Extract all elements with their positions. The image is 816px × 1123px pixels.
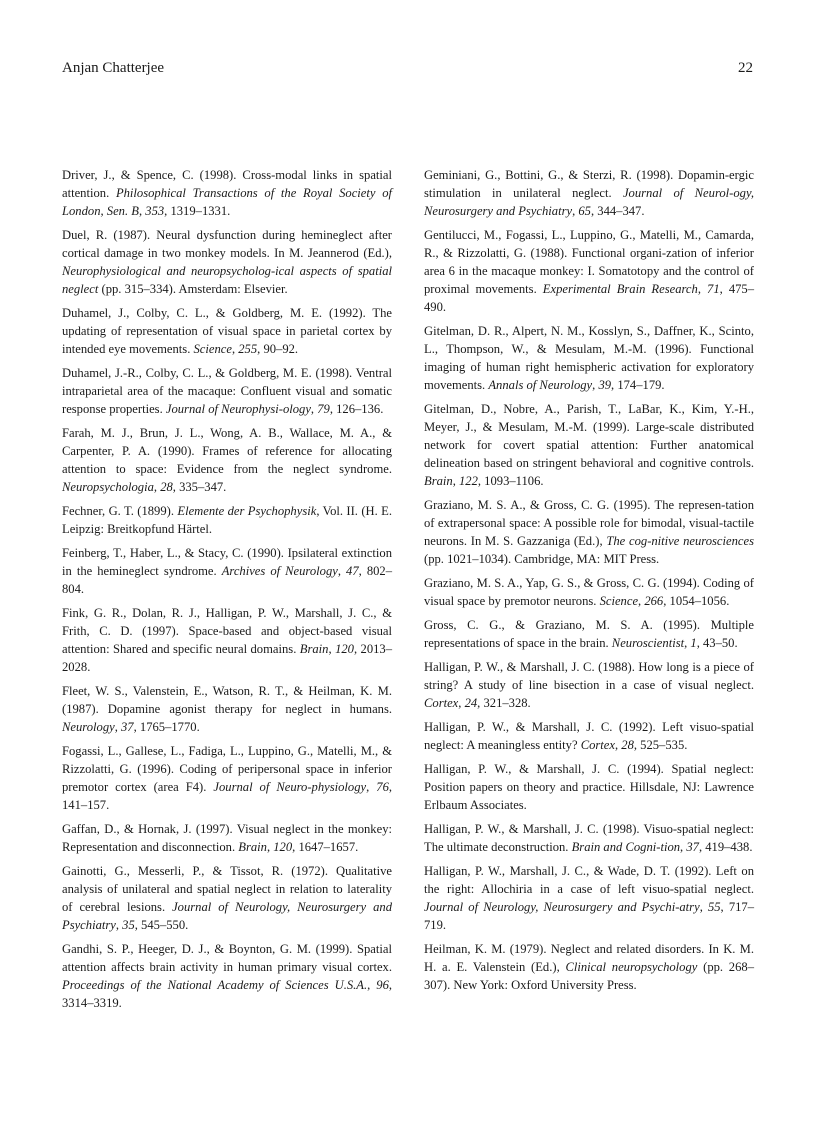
reference-entry [62, 940, 392, 1012]
reference-italic-text: 47 [346, 564, 359, 578]
reference-text: , [697, 282, 708, 296]
running-header [62, 60, 753, 82]
reference-italic-text: 28 [621, 738, 634, 752]
reference-italic-text: Neuropsychologia [62, 480, 154, 494]
reference-text: , 141–157. [62, 780, 393, 812]
reference-italic-text: Philosophical Transactions of the Royal Society of London, Sen. B [62, 186, 392, 218]
reference-text: Graziano, M. S. A., & Gross, C. G. (1995). The represen-tation of extrapersonal space: A possible role for bimodal, visual-tactile neurons. In M. S. Gazzaniga (Ed.), [424, 498, 754, 548]
reference-italic-text: 35 [122, 918, 135, 932]
reference-text: , [266, 840, 274, 854]
reference-italic-text: 266 [644, 594, 664, 608]
reference-entry [424, 940, 754, 994]
reference-italic-text: 96 [376, 978, 389, 992]
reference-text: , [366, 780, 377, 794]
reference-italic-text: 353 [145, 204, 165, 218]
reference-entry [424, 574, 754, 610]
reference-entry [62, 502, 392, 538]
reference-text: Fink, G. R., Dolan, R. J., Halligan, P. W., Marshall, J. C., & Frith, C. D. (1997). Space-based and object-based visual attention: Shared and specific neural domains. [62, 606, 392, 656]
reference-text: Farah, M. J., Brun, J. L., Wong, A. B., Wallace, M. A., & Carpenter, P. A. (1990). Frames of reference for allocating attention to space: Evidence from the neglect syndrome. [62, 426, 392, 476]
reference-italic-text: Brain [424, 474, 453, 488]
reference-text: , [310, 402, 318, 416]
reference-text: , [328, 642, 336, 656]
reference-italic-text: 65 [578, 204, 591, 218]
reference-italic-text: 71 [707, 282, 720, 296]
reference-italic-text: 255 [238, 342, 258, 356]
reference-entry [62, 166, 392, 220]
reference-text: Duhamel, J., Colby, C. L., & Goldberg, M. E. (1992). The updating of representation of visual space in parietal cortex by intended eye movements. [62, 306, 392, 356]
reference-text: (pp. 1021–1034). Cambridge, MA: MIT Press. [424, 552, 660, 566]
reference-italic-text: 1 [690, 636, 697, 650]
reference-entry [62, 304, 392, 358]
reference-text: , [684, 636, 691, 650]
reference-text: , 90–92. [257, 342, 299, 356]
reference-text: , 3314–3319. [62, 978, 393, 1010]
reference-italic-text: Neuroscientist [611, 636, 685, 650]
reference-text: , [115, 918, 123, 932]
reference-entry [424, 166, 754, 220]
reference-text: , 1647–1657. [292, 840, 359, 854]
reference-entry [424, 616, 754, 652]
reference-text: , Vol. II. (H. E. Leipzig: Breitkopfund Härtel. [62, 504, 392, 536]
reference-text: Gaffan, D., & Hornak, J. (1997). Visual neglect in the monkey: Representation and disconnection. [62, 822, 392, 854]
reference-italic-text: Journal of Neurophysi-ology [165, 402, 311, 416]
reference-italic-text: 55 [707, 900, 721, 914]
reference-text: , [592, 378, 599, 392]
reference-text: , [138, 204, 146, 218]
reference-italic-text: Proceedings of the National Academy of Sciences U.S.A. [62, 978, 368, 992]
reference-text: Gandhi, S. P., Heeger, D. J., & Boynton, G. M. (1999). Spatial attention affects brain activity in human primary visual cortex. [62, 942, 392, 974]
references-column-left [62, 166, 392, 1018]
reference-entry [424, 820, 754, 856]
reference-italic-text: Brain [238, 840, 267, 854]
reference-text: Duel, R. (1987). Neural dysfunction during hemineglect after cortical damage in two monkey models. In M. Jeannerod (Ed.), [62, 228, 392, 260]
reference-entry [424, 862, 754, 934]
reference-text: , 43–50. [696, 636, 738, 650]
reference-text: Duhamel, J.-R., Colby, C. L., & Goldberg, M. E. (1998). Ventral intraparietal area of the macaque: Confluent visual and somatic response properties. [62, 366, 392, 416]
reference-italic-text: 120 [335, 642, 354, 656]
reference-text: Gitelman, D. R., Alpert, N. M., Kosslyn, S., Daffner, K., Scinto, L., Thompson, W., & Mesulam, M.-M. (1996). Functional imaging of human right hemispheric activation for exploratory movements. [424, 324, 754, 392]
reference-text: Halligan, P. W., Marshall, J. C., & Wade, D. T. (1992). Left on the right: Allochiria in a case of left visuo-spatial neglect. [424, 864, 754, 896]
reference-text: Halligan, P. W., & Marshall, J. C. (1992). Left visuo-spatial neglect: A meaningless entity? [424, 720, 754, 752]
reference-entry [62, 226, 392, 298]
reference-italic-text: 24 [464, 696, 478, 710]
reference-entry [424, 760, 754, 814]
reference-text: , 802–804. [62, 564, 393, 596]
reference-entry [62, 820, 392, 856]
reference-text: Heilman, K. M. (1979). Neglect and related disorders. In K. M. H. a. E. Valenstein (Ed.), [424, 942, 754, 974]
reference-text: Fleet, W. S., Valenstein, E., Watson, R. T., & Heilman, K. M. (1987). Dopamine agonist therapy for neglect in humans. [62, 684, 392, 716]
reference-text: , 717–719. [424, 900, 754, 932]
reference-text: , 1054–1056. [663, 594, 730, 608]
reference-italic-text: Experimental Brain Research [542, 282, 698, 296]
reference-text: , [680, 840, 687, 854]
reference-italic-text: Clinical neuropsychology [565, 960, 698, 974]
reference-entry [424, 496, 754, 568]
reference-text: Halligan, P. W., & Marshall, J. C. (1988). How long is a piece of string? A study of line bisection in a case of visual neglect. [424, 660, 754, 692]
reference-italic-text: Cortex [580, 738, 615, 752]
reference-italic-text: 122 [458, 474, 478, 488]
reference-text: Gross, C. G., & Graziano, M. S. A. (1995). Multiple representations of space in the brain. [424, 618, 754, 650]
reference-text: , 545–550. [134, 918, 189, 932]
reference-italic-text: Journal of Neurology, Neurosurgery and Psychiatry [62, 900, 392, 932]
reference-text: , 1319–1331. [164, 204, 231, 218]
reference-italic-text: Elemente der Psychophysik [177, 504, 317, 518]
reference-text: , 1765–1770. [133, 720, 200, 734]
reference-italic-text: Brain [299, 642, 329, 656]
reference-entry [424, 322, 754, 394]
reference-text: , [337, 564, 347, 578]
reference-text: , [458, 696, 465, 710]
reference-text: , [638, 594, 645, 608]
reference-italic-text: Science [193, 342, 232, 356]
reference-text: , 1093–1106. [477, 474, 544, 488]
reference-text: , 525–535. [633, 738, 688, 752]
reference-text: , 335–347. [172, 480, 227, 494]
reference-entry [424, 718, 754, 754]
reference-entry [62, 544, 392, 598]
reference-text: Gentilucci, M., Fogassi, L., Luppino, G., Matelli, M., Camarda, R., & Rizzolatti, G. (1988). Functional organi-zation of inferior area 6 in the macaque monkey: I. Somatotopy and the control of proximal movements. [424, 228, 754, 296]
reference-text: Fogassi, L., Gallese, L., Fadiga, L., Luppino, G., Matelli, M., & Rizzolatti, G. (1996). Coding of peripersonal space in inferior premotor cortex (area F4). [62, 744, 392, 794]
reference-text: , 419–438. [698, 840, 753, 854]
reference-text: , 475–490. [424, 282, 755, 314]
reference-italic-text: 120 [273, 840, 293, 854]
reference-italic-text: 37 [686, 840, 699, 854]
reference-text: , 321–328. [477, 696, 531, 710]
reference-italic-text: 37 [121, 720, 134, 734]
reference-text: Halligan, P. W., & Marshall, J. C. (1998). Visuo-spatial neglect: The ultimate deconstruction. [424, 822, 754, 854]
reference-entry [62, 742, 392, 814]
reference-italic-text: Cortex [424, 696, 459, 710]
reference-italic-text: 28 [160, 480, 173, 494]
reference-entry [424, 226, 754, 316]
reference-text: , 344–347. [590, 204, 645, 218]
reference-text: , [572, 204, 579, 218]
reference-text: Graziano, M. S. A., Yap, G. S., & Gross, C. G. (1994). Coding of visual space by premotor neurons. [424, 576, 754, 608]
reference-text: Gitelman, D., Nobre, A., Parish, T., LaBar, K., Kim, Y.-H., Meyer, J., & Mesulam, M.-M. (1999). Large-scale distributed network for covert spatial attention: Further anatomical delineation based on stringent behavioral and cognitive controls. [424, 402, 754, 470]
reference-text: , [153, 480, 161, 494]
reference-entry [424, 658, 754, 712]
reference-text: Halligan, P. W., & Marshall, J. C. (1994). Spatial neglect: Position papers on theory and practice. Hillsdale, NJ: Lawrence Erlbaum Associates. [424, 762, 754, 812]
reference-text: Fechner, G. T. (1899). [62, 504, 178, 518]
reference-text: , [367, 978, 377, 992]
reference-text: , 174–179. [611, 378, 665, 392]
reference-entry [62, 682, 392, 736]
reference-entry [424, 400, 754, 490]
reference-italic-text: Neurophysiological and neuropsycholog-ical aspects of spatial neglect [62, 264, 392, 296]
reference-text: , [231, 342, 239, 356]
reference-text: , [452, 474, 459, 488]
reference-text: Driver, J., & Spence, C. (1998). Cross-modal links in spatial attention. [62, 168, 392, 200]
reference-italic-text: Annals of Neurology [488, 378, 593, 392]
reference-text: , 2013–2028. [62, 642, 393, 674]
reference-italic-text: Journal of Neuro-physiology [213, 780, 367, 794]
reference-text: Geminiani, G., Bottini, G., & Sterzi, R. (1998). Dopamin-ergic stimulation in unilateral neglect. [424, 168, 754, 200]
reference-text: , [114, 720, 121, 734]
reference-entry [62, 604, 392, 676]
reference-italic-text: Archives of Neurology [221, 564, 338, 578]
running-header-author: Anjan Chatterjee [62, 60, 165, 76]
reference-italic-text: Brain and Cogni-tion [571, 840, 681, 854]
reference-italic-text: 39 [598, 378, 612, 392]
reference-text: Gainotti, G., Messerli, P., & Tissot, R. (1972). Qualitative analysis of unilateral and spatial neglect in relation to laterality of cerebral lesions. [62, 864, 392, 914]
reference-italic-text: 76 [376, 780, 389, 794]
reference-italic-text: The cog-nitive neurosciences [606, 534, 754, 548]
page-number: 22 [738, 60, 753, 76]
reference-italic-text: Journal of Neurology, Neurosurgery and Psychi-atry [424, 900, 700, 914]
references-column-right [424, 166, 754, 1000]
reference-text: (pp. 315–334). Amsterdam: Elsevier. [98, 282, 288, 296]
reference-italic-text: Science [599, 594, 639, 608]
reference-italic-text: Neurology [62, 720, 115, 734]
reference-text: , [699, 900, 708, 914]
reference-italic-text: 79 [317, 402, 330, 416]
reference-text: (pp. 268–307). New York: Oxford University Press. [424, 960, 754, 992]
reference-italic-text: Journal of Neurol-ogy, Neurosurgery and Psychiatry [424, 186, 755, 218]
reference-text: , 126–136. [329, 402, 384, 416]
reference-text: Feinberg, T., Haber, L., & Stacy, C. (1990). Ipsilateral extinction in the hemineglect syndrome. [62, 546, 392, 578]
reference-text: , [614, 738, 622, 752]
reference-entry [62, 424, 392, 496]
reference-entry [62, 364, 392, 418]
reference-entry [62, 862, 392, 934]
